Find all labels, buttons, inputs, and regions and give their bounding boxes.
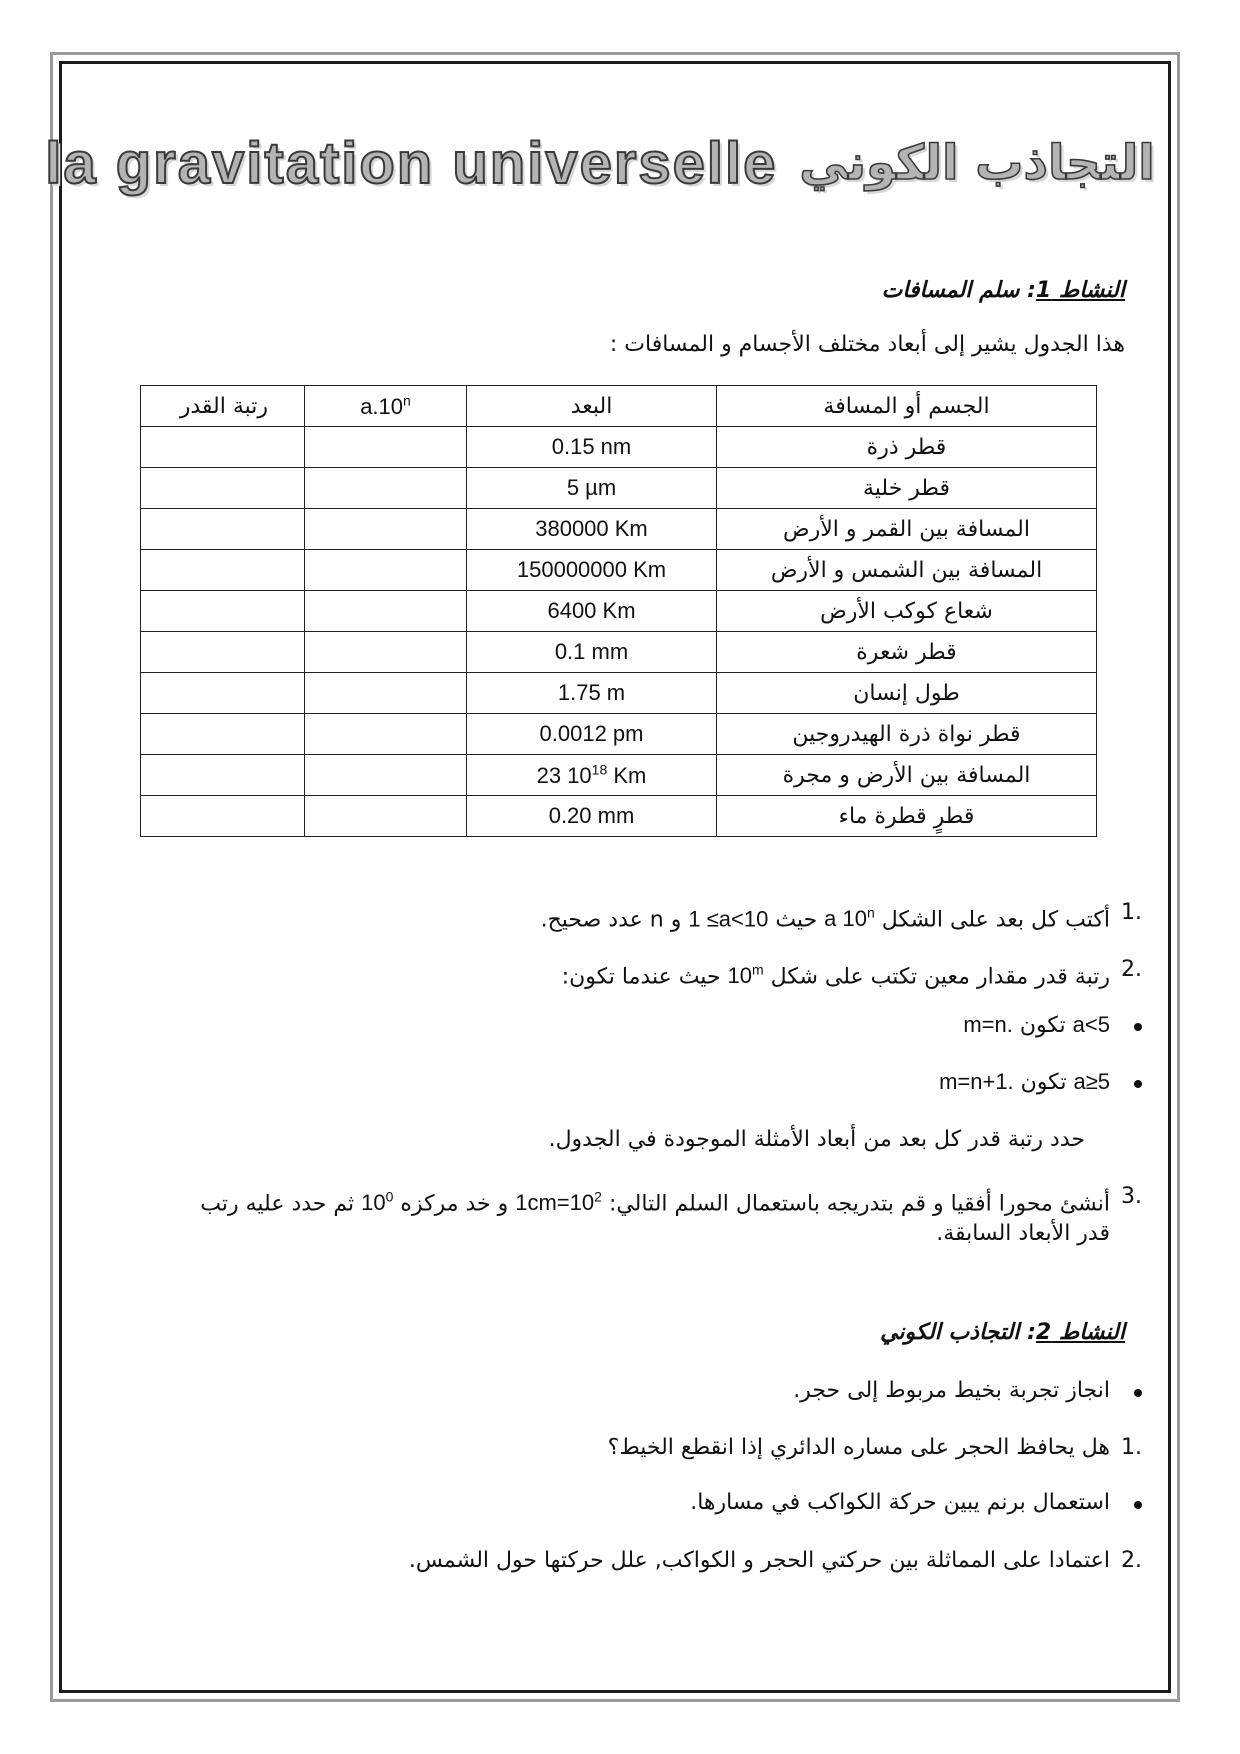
cell-object: قطرٍ قطرة ماء [717, 796, 1097, 837]
cell-object: شعاع كوكب الأرض [717, 591, 1097, 632]
header-rank: رتبة القدر [141, 386, 305, 427]
cell-rank[interactable] [141, 468, 305, 509]
cell-rank[interactable] [141, 714, 305, 755]
table-row [141, 509, 1097, 550]
table-row [141, 632, 1097, 673]
table-row [141, 427, 1097, 468]
activity1-colon: : [1019, 278, 1036, 303]
cell-rank[interactable] [141, 796, 305, 837]
table-row [141, 673, 1097, 714]
table-row [141, 755, 1097, 796]
cell-notation[interactable] [305, 591, 467, 632]
cell-dimension: 0.20 mm [467, 796, 717, 837]
table-row [141, 796, 1097, 837]
header-object: الجسم أو المسافة [717, 386, 1097, 427]
cell-rank[interactable] [141, 673, 305, 714]
cell-notation[interactable] [305, 468, 467, 509]
activity2-bullet-1: انجاز تجربة بخيط مربوط إلى حجر. [793, 1378, 1110, 1403]
cell-rank[interactable] [141, 550, 305, 591]
activity2-label: النشاط 2 [1035, 1320, 1125, 1345]
question-1-number: 1. [1121, 900, 1142, 925]
cell-dimension: 380000 Km [467, 509, 717, 550]
activity1-label: النشاط 1 [1035, 278, 1125, 303]
cell-object: قطر خلية [717, 468, 1097, 509]
question-2: 2. رتبة قدر مقدار معين تكتب على شكل 10$^m$ حيث عندما تكون: [561, 957, 1142, 990]
cell-notation[interactable] [305, 550, 467, 591]
title-french: la gravitation universelle [45, 130, 778, 196]
cell-notation[interactable] [305, 632, 467, 673]
activity2-title: التجاذب الكوني [880, 1320, 1020, 1345]
activity2-question-1: 1. هل يحافظ الحجر على مساره الدائري إذا انقطع الخيط؟ [607, 1435, 1142, 1460]
cell-dimension: 23 $10^{18}$ Km [467, 755, 717, 796]
page-title [45, 118, 1155, 208]
cell-notation[interactable] [305, 755, 467, 796]
cell-object: قطر نواة ذرة الهيدروجين [717, 714, 1097, 755]
condition-bullet-1: a<5 تكون m=n. [963, 1012, 1110, 1038]
cell-rank[interactable] [141, 755, 305, 796]
cell-rank[interactable] [141, 427, 305, 468]
cell-notation[interactable] [305, 714, 467, 755]
cell-notation[interactable] [305, 427, 467, 468]
table-row [141, 468, 1097, 509]
cell-dimension: 0.15 nm [467, 427, 717, 468]
cell-dimension: 6400 Km [467, 591, 717, 632]
question-3: 3. أنشئ محورا أفقيا و قم بتدريجه باستعمال السلم التالي: $1cm=10^2$ و خد مركزه $10^0$ ثم حدد عليه رتب قدر الأبعاد السابقة. [200, 1184, 1142, 1247]
table-row [141, 591, 1097, 632]
condition-bullet-2: a≥5 تكون m=n+1. [939, 1069, 1110, 1095]
table-header-row [141, 386, 1097, 427]
bullet-icon [1134, 1389, 1142, 1397]
cell-notation[interactable] [305, 509, 467, 550]
question-2-number: 2. [1121, 957, 1142, 982]
header-dimension: البعد [467, 386, 717, 427]
cell-notation[interactable] [305, 673, 467, 714]
cell-dimension: 1.75 m [467, 673, 717, 714]
table-row [141, 550, 1097, 591]
cell-rank[interactable] [141, 509, 305, 550]
cell-object: المسافة بين القمر و الأرض [717, 509, 1097, 550]
bullet-icon [1134, 1080, 1142, 1088]
distances-table [140, 385, 1097, 837]
activity2-question-2: 2. اعتمادا على المماثلة بين حركتي الحجر و الكواكب, علل حركتها حول الشمس. [408, 1548, 1142, 1573]
cell-object: المسافة بين الأرض و مجرة [717, 755, 1097, 796]
activity1-title: سلم المسافات [881, 278, 1020, 303]
title-arabic: التجاذب الكوني [799, 135, 1155, 191]
cell-object: المسافة بين الشمس و الأرض [717, 550, 1097, 591]
activity2-bullet-2: استعمال برنم يبين حركة الكواكب في مسارها. [690, 1490, 1110, 1515]
bullet-icon [1134, 1023, 1142, 1031]
cell-object: طول إنسان [717, 673, 1097, 714]
cell-object: قطر ذرة [717, 427, 1097, 468]
cell-dimension: 0.1 mm [467, 632, 717, 673]
cell-dimension: 150000000 Km [467, 550, 717, 591]
activity2-heading [880, 1320, 1125, 1345]
activity1-heading [882, 278, 1125, 303]
cell-rank[interactable] [141, 591, 305, 632]
table-row [141, 714, 1097, 755]
question-1: 1. أكتب كل بعد على الشكل a 10$^n$ حيث 1 ≤a<10 و n عدد صحيح. [540, 900, 1142, 933]
cell-dimension: 5 µm [467, 468, 717, 509]
cell-object: قطر شعرة [717, 632, 1097, 673]
cell-rank[interactable] [141, 632, 305, 673]
cell-notation[interactable] [305, 796, 467, 837]
activity1-intro: هذا الجدول يشير إلى أبعاد مختلف الأجسام و المسافات : [609, 332, 1125, 357]
bullet-icon [1134, 1501, 1142, 1509]
question-3-number: 3. [1121, 1184, 1142, 1209]
activity2-colon: : [1019, 1320, 1036, 1345]
cell-dimension: 0.0012 pm [467, 714, 717, 755]
header-notation: a.10$^n$ [305, 386, 467, 427]
question-2-instruction: حدد رتبة قدر كل بعد من أبعاد الأمثلة الموجودة في الجدول. [548, 1127, 1085, 1152]
